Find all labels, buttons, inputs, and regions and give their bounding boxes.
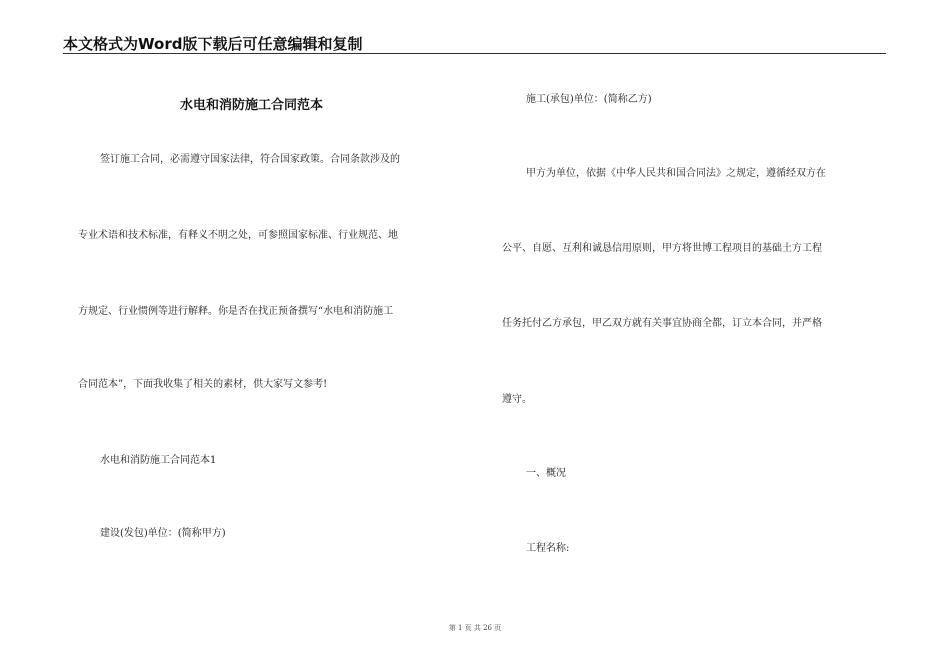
paragraph-line: 遵守。 xyxy=(502,394,532,405)
document-banner: 本文格式为Word版下载后可任意编辑和复制 xyxy=(63,35,363,53)
page-number: 第 1 页 共 26 页 xyxy=(448,624,502,632)
paragraph-line: 合同范本”，下面我收集了相关的素材，供大家写文参考! xyxy=(78,379,328,390)
section-heading: 水电和消防施工合同范本1 xyxy=(100,455,217,466)
paragraph-line: 建设(发包)单位：(简称甲方) xyxy=(100,528,226,539)
section-heading: 一、概况 xyxy=(526,468,566,479)
paragraph-line: 签订施工合同，必需遵守国家法律，符合国家政策。合同条款涉及的 xyxy=(100,154,400,165)
paragraph-line: 施工(承包)单位：(简称乙方) xyxy=(526,94,652,105)
document-title: 水电和消防施工合同范本 xyxy=(180,98,324,113)
paragraph-line: 工程名称: xyxy=(526,543,570,554)
paragraph-line: 专业术语和技术标准，有释义不明之处，可参照国家标准、行业规范、地 xyxy=(78,230,398,241)
paragraph-line: 公平、自愿、互利和诚恳信用原则，甲方将世博工程项目的基础土方工程 xyxy=(502,243,822,254)
paragraph-line: 任务托付乙方承包，甲乙双方就有关事宜协商全都，订立本合同，并严格 xyxy=(502,318,822,329)
paragraph-line: 甲方为单位，依据《中华人民共和国合同法》之规定，遵循经双方在 xyxy=(526,168,826,179)
paragraph-line: 方规定、行业惯例等进行解释。你是否在找正预备撰写“水电和消防施工 xyxy=(78,306,394,317)
header-divider xyxy=(63,53,886,54)
